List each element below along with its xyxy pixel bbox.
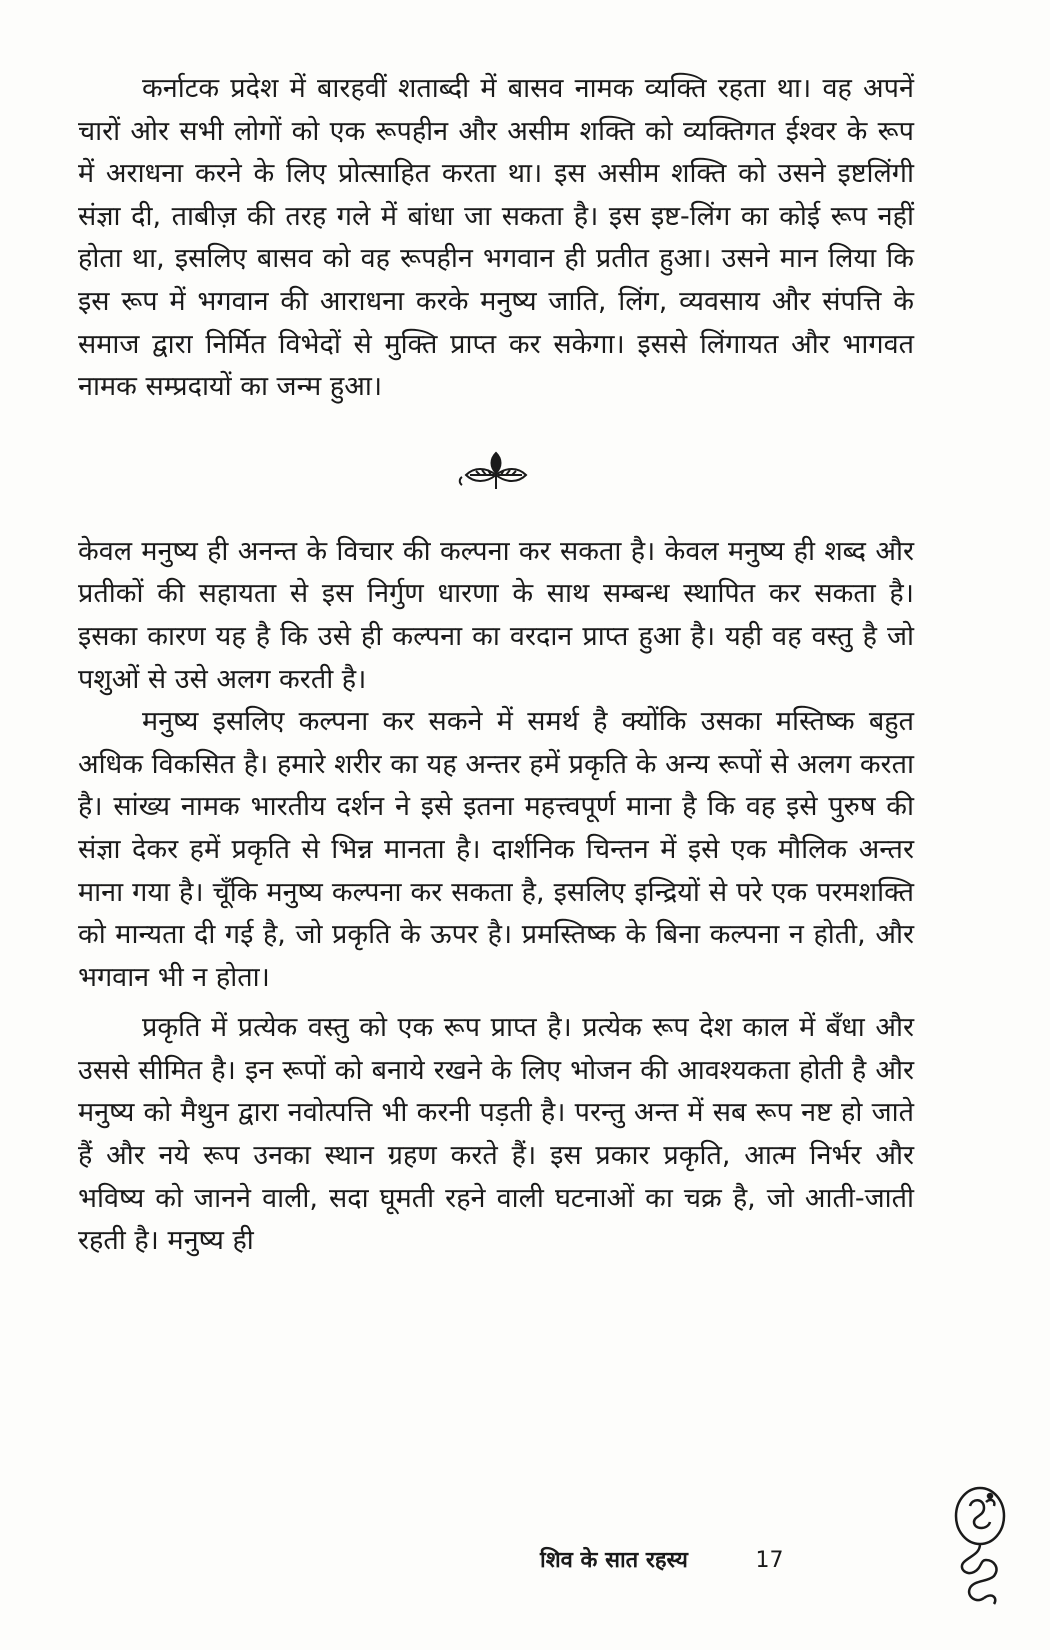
paragraph-4: प्रकृति में प्रत्येक वस्तु को एक रूप प्राप्त है। प्रत्येक रूप देश काल में बँधा और उससे सीमित है। इन रूपों को बनाये रखने के लिए भोजन की आवश्यकता होती है और मनुष्य को मैथुन द्वारा नवोत्पत्ति भी करनी पड़ती है। परन्तु अन्त में सब रूप नष्ट हो जाते हैं और नये रूप उनका स्थान ग्रहण करते हैं। इस प्रकार प्रकृति, आत्म निर्भर और भविष्य को जानने वाली, सदा घूमती रहने वाली घटनाओं का चक्र है, जो आती-जाती रहती है। मनुष्य ही [78, 1012, 914, 1257]
paragraph-3: मनुष्य इसलिए कल्पना कर सकने में समर्थ है क्योंकि उसका मस्तिष्क बहुत अधिक विकसित है। हमारे शरीर का यह अन्तर हमें प्रकृति के अन्य रूपों से अलग करता है। सांख्य नामक भारतीय दर्शन ने इसे इतना महत्त्वपूर्ण माना है कि वह इसे पुरुष की संज्ञा देकर हमें प्रकृति से भिन्न मानता है। दार्शनिक चिन्तन में इसे एक मौलिक अन्तर माना गया है। चूँकि मनुष्य कल्पना कर सकता है, इसलिए इन्द्रियों से परे एक परमशक्ति को मान्यता दी गई है, जो प्रकृति के ऊपर है। प्रमस्तिष्क के बिना कल्पना न होती, और भगवान भी न होता। [78, 706, 914, 993]
paragraph-2: केवल मनुष्य ही अनन्त के विचार की कल्पना कर सकता है। केवल मनुष्य ही शब्द और प्रतीकों की सहायता से इस निर्गुण धारणा के साथ सम्बन्ध स्थापित कर सकता है। इसका कारण यह है कि उसे ही कल्पना का वरदान प्राप्त हुआ है। यही वह वस्तु है जो पशुओं से उसे अलग करती है। [78, 535, 914, 695]
om-flourish-icon [940, 1480, 1020, 1610]
footer-page-number: 17 [755, 1548, 784, 1573]
page-body [78, 68, 914, 1263]
page-footer [540, 1544, 900, 1574]
section-divider [78, 445, 914, 491]
footer-book-title: शिव के सात रहस्य [540, 1548, 688, 1573]
leaf-ornament-icon [456, 445, 536, 491]
paragraph-1: कर्नाटक प्रदेश में बारहवीं शताब्दी में बासव नामक व्यक्ति रहता था। वह अपनें चारों ओर सभी लोगों को एक रूपहीन और असीम शक्ति को व्यक्तिगत ईश्वर के रूप में अराधना करने के लिए प्रोत्साहित करता था। इस असीम शक्ति को उसने इष्टलिंगी संज्ञा दी, ताबीज़ की तरह गले में बांधा जा सकता है। इस इष्ट-लिंग का कोई रूप नहीं होता था, इसलिए बासव को वह रूपहीन भगवान ही प्रतीत हुआ। उसने मान लिया कि इस रूप में भगवान की आराधना करके मनुष्य जाति, लिंग, व्यवसाय और संपत्ति के समाज द्वारा निर्मित विभेदों से मुक्ति प्राप्त कर सकेगा। इससे लिंगायत और भागवत नामक सम्प्रदायों का जन्म हुआ। [78, 73, 914, 403]
